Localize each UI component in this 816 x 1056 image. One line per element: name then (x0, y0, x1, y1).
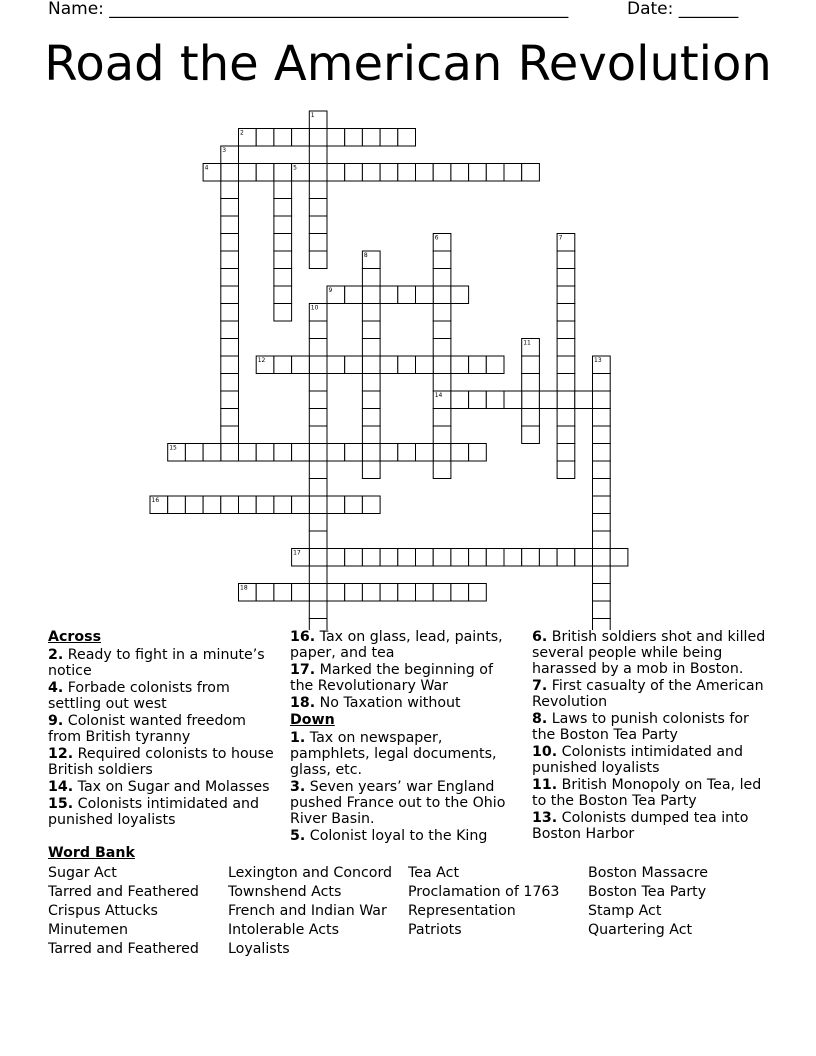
crossword-cell[interactable] (380, 549, 398, 567)
word-bank-item: Stamp Act (588, 903, 662, 919)
crossword-cell[interactable] (469, 356, 487, 374)
word-bank-item: Tarred and Feathered (48, 941, 199, 957)
down-clue-5: 5. Colonist loyal to the King (290, 828, 488, 844)
word-bank-heading: Word Bank (48, 845, 135, 861)
across-clue-9: 9. Colonist wanted freedom from British tyranny (48, 713, 246, 745)
crossword-cell[interactable] (380, 129, 398, 147)
across-clue-2: 2. Ready to fight in a minute’s notice (48, 647, 265, 679)
crossword-cell[interactable] (221, 286, 239, 304)
crossword-cell[interactable] (345, 286, 363, 304)
crossword-cell[interactable] (557, 251, 575, 269)
crossword-cell[interactable] (292, 496, 310, 514)
crossword-cell[interactable] (274, 234, 292, 252)
crossword-cell[interactable] (557, 391, 575, 409)
clue-number-label: 6 (434, 234, 439, 242)
crossword-cell[interactable] (433, 164, 451, 182)
crossword-cell[interactable] (362, 549, 380, 567)
crossword-cell[interactable] (557, 304, 575, 322)
crossword-cell[interactable] (221, 409, 239, 427)
crossword-cell[interactable] (362, 426, 380, 444)
crossword-cell[interactable] (221, 164, 239, 182)
crossword-cell[interactable] (309, 409, 327, 427)
clue-number-label: 13 (594, 357, 602, 364)
crossword-cell[interactable] (274, 304, 292, 322)
crossword-cell[interactable] (309, 339, 327, 357)
crossword-cell[interactable] (309, 496, 327, 514)
crossword-cell[interactable] (362, 164, 380, 182)
crossword-cell[interactable] (362, 129, 380, 147)
clue-number-label: 15 (169, 444, 177, 452)
clue-number-label: 10 (310, 304, 319, 312)
crossword-cell[interactable] (345, 356, 363, 374)
crossword-cell[interactable] (256, 496, 274, 514)
crossword-cell[interactable] (221, 356, 239, 374)
crossword-cell[interactable] (256, 129, 274, 147)
crossword-cell[interactable] (327, 496, 345, 514)
down-clue-6: 6. British soldiers shot and killed several people while being harassed by a mob in Boston. (532, 629, 766, 677)
crossword-cell[interactable] (433, 374, 451, 392)
date-line: Date: _______ (627, 0, 739, 19)
crossword-cell[interactable] (398, 164, 416, 182)
crossword-cell[interactable] (593, 391, 611, 409)
crossword-cell[interactable] (522, 164, 540, 182)
word-bank-item: Proclamation of 1763 (408, 884, 560, 900)
crossword-cell[interactable] (416, 356, 434, 374)
crossword-cell[interactable] (593, 496, 611, 514)
crossword-cell[interactable] (327, 129, 345, 147)
crossword-cell[interactable] (451, 549, 469, 567)
crossword-cell[interactable] (593, 549, 611, 567)
word-bank-item: Townshend Acts (228, 884, 342, 900)
clue-number-label: 16 (151, 497, 160, 504)
crossword-cell[interactable] (522, 549, 540, 567)
across-clue-18: 18. No Taxation without (290, 695, 461, 711)
crossword-cell[interactable] (469, 549, 487, 567)
word-bank-item: Representation (408, 903, 516, 919)
crossword-cell[interactable] (309, 164, 327, 182)
crossword-cell[interactable] (433, 356, 451, 374)
crossword-cell[interactable] (593, 461, 611, 479)
crossword-cell[interactable] (327, 549, 345, 567)
crossword-cell[interactable] (380, 286, 398, 304)
down-clue-3: 3. Seven years’ war England pushed France out to the Ohio River Basin. (290, 779, 506, 827)
crossword-cell[interactable] (469, 164, 487, 182)
crossword-cell[interactable] (557, 409, 575, 427)
crossword-cell[interactable] (451, 391, 469, 409)
crossword-cell[interactable] (557, 549, 575, 567)
crossword-cell[interactable] (522, 409, 540, 427)
crossword-cell[interactable] (575, 391, 593, 409)
crossword-cell[interactable] (504, 391, 522, 409)
word-bank-item: Crispus Attucks (48, 903, 158, 919)
crossword-cell[interactable] (274, 269, 292, 287)
crossword-cell[interactable] (486, 391, 504, 409)
word-bank-item: French and Indian War (228, 903, 387, 919)
crossword-cell[interactable] (469, 391, 487, 409)
crossword-cell[interactable] (327, 584, 345, 602)
crossword-cell[interactable] (433, 584, 451, 602)
down-clue-13: 13. Colonists dumped tea into Boston Harbor (532, 810, 749, 842)
word-bank-item: Boston Tea Party (588, 884, 707, 900)
crossword-cell[interactable] (593, 479, 611, 497)
clue-number-label: 3 (222, 147, 227, 154)
across-clue-14: 14. Tax on Sugar and Molasses (48, 779, 270, 795)
down-clue-11: 11. British Monopoly on Tea, led to the Boston Tea Party (532, 777, 762, 809)
crossword-cell[interactable] (274, 199, 292, 217)
crossword-cell[interactable] (433, 549, 451, 567)
crossword-cell[interactable] (239, 164, 257, 182)
clue-number-label: 8 (363, 252, 368, 259)
crossword-cell[interactable] (593, 601, 611, 619)
crossword-cell[interactable] (433, 286, 451, 304)
crossword-cell[interactable] (593, 566, 611, 584)
crossword-cell[interactable] (504, 164, 522, 182)
crossword-cell[interactable] (185, 496, 203, 514)
crossword-cell[interactable] (380, 444, 398, 462)
crossword-cell[interactable] (256, 444, 274, 462)
word-bank-column-3 (408, 864, 559, 940)
crossword-cell[interactable] (469, 584, 487, 602)
clue-number-label: 5 (293, 164, 297, 172)
down-clue-7: 7. First casualty of the American Revolution (532, 678, 764, 710)
crossword-cell[interactable] (221, 304, 239, 322)
crossword-cell[interactable] (221, 391, 239, 409)
crossword-cell[interactable] (557, 356, 575, 374)
crossword-cell[interactable] (362, 269, 380, 287)
clue-number-label: 4 (204, 164, 209, 172)
crossword-cell[interactable] (557, 339, 575, 357)
crossword-cell[interactable] (256, 164, 274, 182)
crossword-cell[interactable] (345, 584, 363, 602)
crossword-cell[interactable] (309, 181, 327, 199)
crossword-cell[interactable] (433, 444, 451, 462)
crossword-cell[interactable] (309, 584, 327, 602)
crossword-cell[interactable] (504, 549, 522, 567)
crossword-cell[interactable] (451, 164, 469, 182)
crossword-cell[interactable] (309, 391, 327, 409)
across-clue-16: 16. Tax on glass, lead, paints, paper, and tea (290, 629, 503, 661)
crossword-cell[interactable] (398, 286, 416, 304)
name-line: Name: ______________________________________________________ (48, 0, 569, 19)
crossword-cell[interactable] (292, 356, 310, 374)
word-bank-item: Lexington and Concord (228, 865, 393, 881)
crossword-cell[interactable] (398, 444, 416, 462)
crossword-cell[interactable] (486, 549, 504, 567)
crossword-cell[interactable] (557, 374, 575, 392)
crossword-cell[interactable] (221, 496, 239, 514)
crossword-cell[interactable] (221, 374, 239, 392)
crossword-cell[interactable] (345, 496, 363, 514)
crossword-cell[interactable] (380, 584, 398, 602)
clue-number-label: 14 (434, 392, 443, 399)
crossword-cell[interactable] (398, 356, 416, 374)
crossword-cell[interactable] (557, 461, 575, 479)
across-clue-15: 15. Colonists intimidated and punished loyalists (48, 796, 260, 828)
crossword-cell[interactable] (327, 164, 345, 182)
crossword-cell[interactable] (274, 129, 292, 147)
crossword-cell[interactable] (309, 444, 327, 462)
clue-column-1 (48, 629, 278, 829)
crossword-cell[interactable] (221, 251, 239, 269)
crossword-cell[interactable] (522, 391, 540, 409)
crossword-cell[interactable] (309, 601, 327, 619)
crossword-cell[interactable] (362, 356, 380, 374)
page-title: Road the American Revolution (44, 36, 772, 92)
crossword-cell[interactable] (593, 531, 611, 549)
crossword-cell[interactable] (539, 391, 557, 409)
crossword-cell[interactable] (451, 444, 469, 462)
crossword-cell[interactable] (274, 286, 292, 304)
crossword-cell[interactable] (239, 496, 257, 514)
word-bank-column-1 (48, 864, 199, 959)
crossword-cell[interactable] (380, 164, 398, 182)
crossword-cell[interactable] (398, 584, 416, 602)
clue-column-2 (290, 629, 515, 845)
crossword-cell[interactable] (221, 234, 239, 252)
crossword-cell[interactable] (433, 339, 451, 357)
crossword-cell[interactable] (486, 164, 504, 182)
crossword-cell[interactable] (557, 426, 575, 444)
crossword-cell[interactable] (433, 321, 451, 339)
crossword-cell[interactable] (309, 216, 327, 234)
crossword-cell[interactable] (593, 444, 611, 462)
down-clue-1: 1. Tax on newspaper, pamphlets, legal documents, glass, etc. (290, 730, 497, 778)
crossword-cell[interactable] (522, 356, 540, 374)
crossword-cell[interactable] (362, 286, 380, 304)
crossword-cell[interactable] (309, 146, 327, 164)
down-heading: Down (290, 712, 335, 728)
crossword-cell[interactable] (522, 374, 540, 392)
crossword-cell[interactable] (593, 584, 611, 602)
crossword-cell[interactable] (362, 409, 380, 427)
word-bank-item: Boston Massacre (588, 865, 709, 881)
across-clue-17: 17. Marked the beginning of the Revolutionary War (290, 662, 493, 694)
crossword-cell[interactable] (557, 269, 575, 287)
crossword-cell[interactable] (256, 584, 274, 602)
crossword-cell[interactable] (416, 286, 434, 304)
crossword-cell[interactable] (274, 164, 292, 182)
crossword-cell[interactable] (362, 339, 380, 357)
clue-number-label: 1 (310, 112, 315, 119)
clue-number-label: 7 (558, 234, 563, 242)
crossword-cell[interactable] (362, 444, 380, 462)
crossword-cell[interactable] (309, 514, 327, 532)
crossword-cell[interactable] (486, 356, 504, 374)
crossword-cell[interactable] (309, 129, 327, 147)
crossword-cell[interactable] (416, 584, 434, 602)
crossword-cell[interactable] (416, 549, 434, 567)
crossword-cell[interactable] (274, 496, 292, 514)
crossword-cell[interactable] (274, 444, 292, 462)
crossword-cell[interactable] (292, 584, 310, 602)
crossword-cell[interactable] (292, 444, 310, 462)
crossword-cell[interactable] (309, 356, 327, 374)
clue-number-label: 12 (257, 357, 266, 364)
crossword-cell[interactable] (345, 549, 363, 567)
crossword-cell[interactable] (362, 304, 380, 322)
crossword-cell[interactable] (345, 164, 363, 182)
crossword-cell[interactable] (309, 321, 327, 339)
crossword-cell[interactable] (309, 566, 327, 584)
crossword-cell[interactable] (433, 269, 451, 287)
crossword-cell[interactable] (221, 444, 239, 462)
crossword-cell[interactable] (398, 549, 416, 567)
crossword-cell[interactable] (610, 549, 628, 567)
crossword-cell[interactable] (362, 496, 380, 514)
crossword-cell[interactable] (221, 181, 239, 199)
clue-number-label: 18 (240, 584, 248, 592)
word-bank-item: Tarred and Feathered (48, 884, 199, 900)
crossword-cell[interactable] (416, 444, 434, 462)
crossword-cell[interactable] (185, 444, 203, 462)
crossword-cell[interactable] (309, 374, 327, 392)
crossword-cell[interactable] (575, 549, 593, 567)
crossword-cell[interactable] (203, 496, 221, 514)
crossword-cell[interactable] (345, 129, 363, 147)
crossword-cell[interactable] (539, 549, 557, 567)
clue-number-label: 11 (523, 339, 531, 347)
word-bank-item: Intolerable Acts (228, 922, 340, 938)
crossword-cell[interactable] (221, 339, 239, 357)
crossword-cell[interactable] (309, 479, 327, 497)
down-clue-10: 10. Colonists intimidated and punished loyalists (532, 744, 744, 776)
crossword-cell[interactable] (309, 461, 327, 479)
crossword-cell[interactable] (557, 444, 575, 462)
crossword-cell[interactable] (469, 444, 487, 462)
word-bank-item: Loyalists (228, 941, 290, 957)
crossword-cell[interactable] (451, 286, 469, 304)
crossword-cell[interactable] (362, 461, 380, 479)
crossword-cell[interactable] (451, 356, 469, 374)
word-bank-item: Patriots (408, 922, 462, 938)
crossword-cell[interactable] (274, 181, 292, 199)
crossword-cell[interactable] (557, 321, 575, 339)
across-clue-4: 4. Forbade colonists from settling out west (48, 680, 230, 712)
word-bank-item: Tea Act (408, 865, 460, 881)
crossword-cell[interactable] (593, 374, 611, 392)
crossword-cell[interactable] (433, 426, 451, 444)
crossword-cell[interactable] (309, 531, 327, 549)
word-bank-item: Minutemen (48, 922, 128, 938)
crossword-cell[interactable] (398, 129, 416, 147)
crossword-cell[interactable] (309, 549, 327, 567)
across-heading: Across (48, 629, 102, 645)
crossword-cell[interactable] (380, 356, 398, 374)
crossword-cell[interactable] (327, 356, 345, 374)
crossword-cell[interactable] (292, 129, 310, 147)
crossword-cell[interactable] (309, 234, 327, 252)
clue-number-label: 9 (328, 287, 333, 294)
crossword-cell[interactable] (433, 461, 451, 479)
crossword-cell[interactable] (433, 251, 451, 269)
crossword-cell[interactable] (168, 496, 186, 514)
crossword-cell[interactable] (274, 216, 292, 234)
crossword-cell[interactable] (274, 584, 292, 602)
crossword-cell[interactable] (362, 374, 380, 392)
word-bank-item: Sugar Act (48, 865, 117, 881)
crossword-cell[interactable] (593, 426, 611, 444)
word-bank-item: Quartering Act (588, 922, 693, 938)
word-bank-column-4 (588, 864, 708, 940)
clue-column-3 (532, 629, 772, 843)
down-clue-8: 8. Laws to punish colonists for the Boston Tea Party (532, 711, 749, 743)
crossword-cell[interactable] (221, 216, 239, 234)
clue-number-label: 2 (240, 129, 244, 137)
clue-number-label: 17 (293, 549, 301, 557)
across-clue-12: 12. Required colonists to house British soldiers (48, 746, 274, 778)
crossword-cell[interactable] (345, 444, 363, 462)
crossword-cell[interactable] (593, 514, 611, 532)
crossword-cell[interactable] (362, 584, 380, 602)
crossword-cell[interactable] (274, 356, 292, 374)
crossword-cell[interactable] (433, 304, 451, 322)
crossword-cell[interactable] (221, 321, 239, 339)
crossword-cell[interactable] (274, 251, 292, 269)
crossword-cell[interactable] (327, 444, 345, 462)
crossword-cell[interactable] (239, 444, 257, 462)
crossword-cell[interactable] (221, 426, 239, 444)
crossword-cell[interactable] (221, 269, 239, 287)
crossword-cell[interactable] (593, 409, 611, 427)
crossword-cell[interactable] (309, 426, 327, 444)
crossword-cell[interactable] (433, 409, 451, 427)
crossword-cell[interactable] (203, 444, 221, 462)
crossword-cell[interactable] (557, 286, 575, 304)
crossword-cell[interactable] (451, 584, 469, 602)
crossword-cell[interactable] (362, 321, 380, 339)
word-bank-column-2 (228, 864, 392, 959)
crossword-cell[interactable] (309, 199, 327, 217)
crossword-cell[interactable] (221, 199, 239, 217)
crossword-cell[interactable] (522, 426, 540, 444)
crossword-cell[interactable] (309, 251, 327, 269)
crossword-cell[interactable] (362, 391, 380, 409)
crossword-cell[interactable] (416, 164, 434, 182)
